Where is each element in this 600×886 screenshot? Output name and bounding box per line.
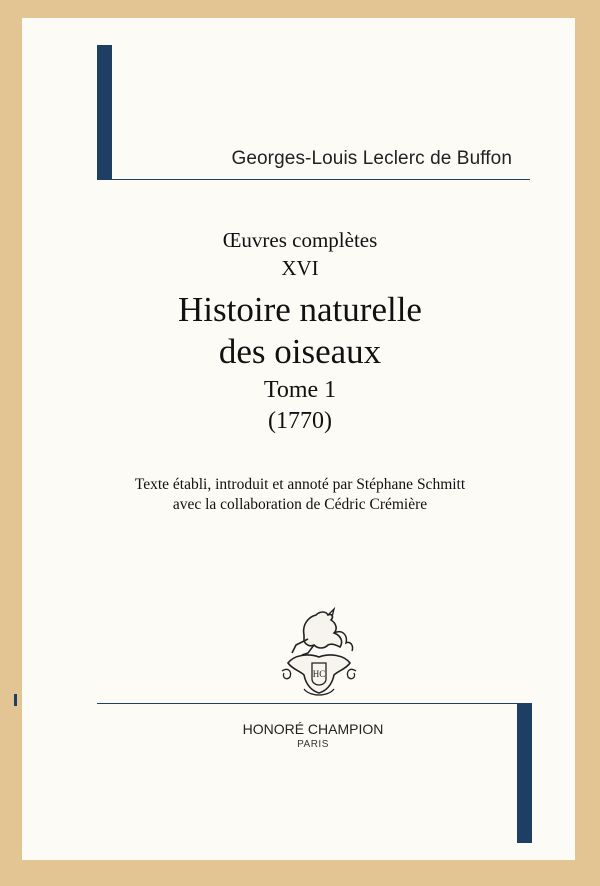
volume-number: XVI [281, 256, 319, 280]
publisher-name: HONORÉ CHAMPION [242, 721, 384, 737]
horse-emblem-icon [274, 605, 364, 700]
series-title: Œuvres complètes [222, 228, 378, 252]
bottom-accent-bar [517, 703, 532, 843]
top-rule [112, 179, 530, 180]
top-accent-bar [97, 45, 112, 180]
publication-year: (1770) [268, 408, 332, 434]
book-title-line1: Histoire naturelle [178, 290, 422, 329]
bottom-rule [97, 703, 517, 704]
emblem-monogram: HC [312, 669, 326, 679]
tome-number: Tome 1 [263, 377, 337, 403]
author-name: Georges-Louis Leclerc de Buffon [231, 148, 512, 169]
publisher-city: PARIS [297, 739, 329, 750]
book-title-line2: des oiseaux [218, 332, 382, 371]
editor-credit: Texte établi, introduit et annoté par Stéphane Schmitt [134, 476, 466, 493]
edge-mark [14, 694, 17, 706]
collaborator-credit: avec la collaboration de Cédric Crémière [172, 496, 428, 513]
